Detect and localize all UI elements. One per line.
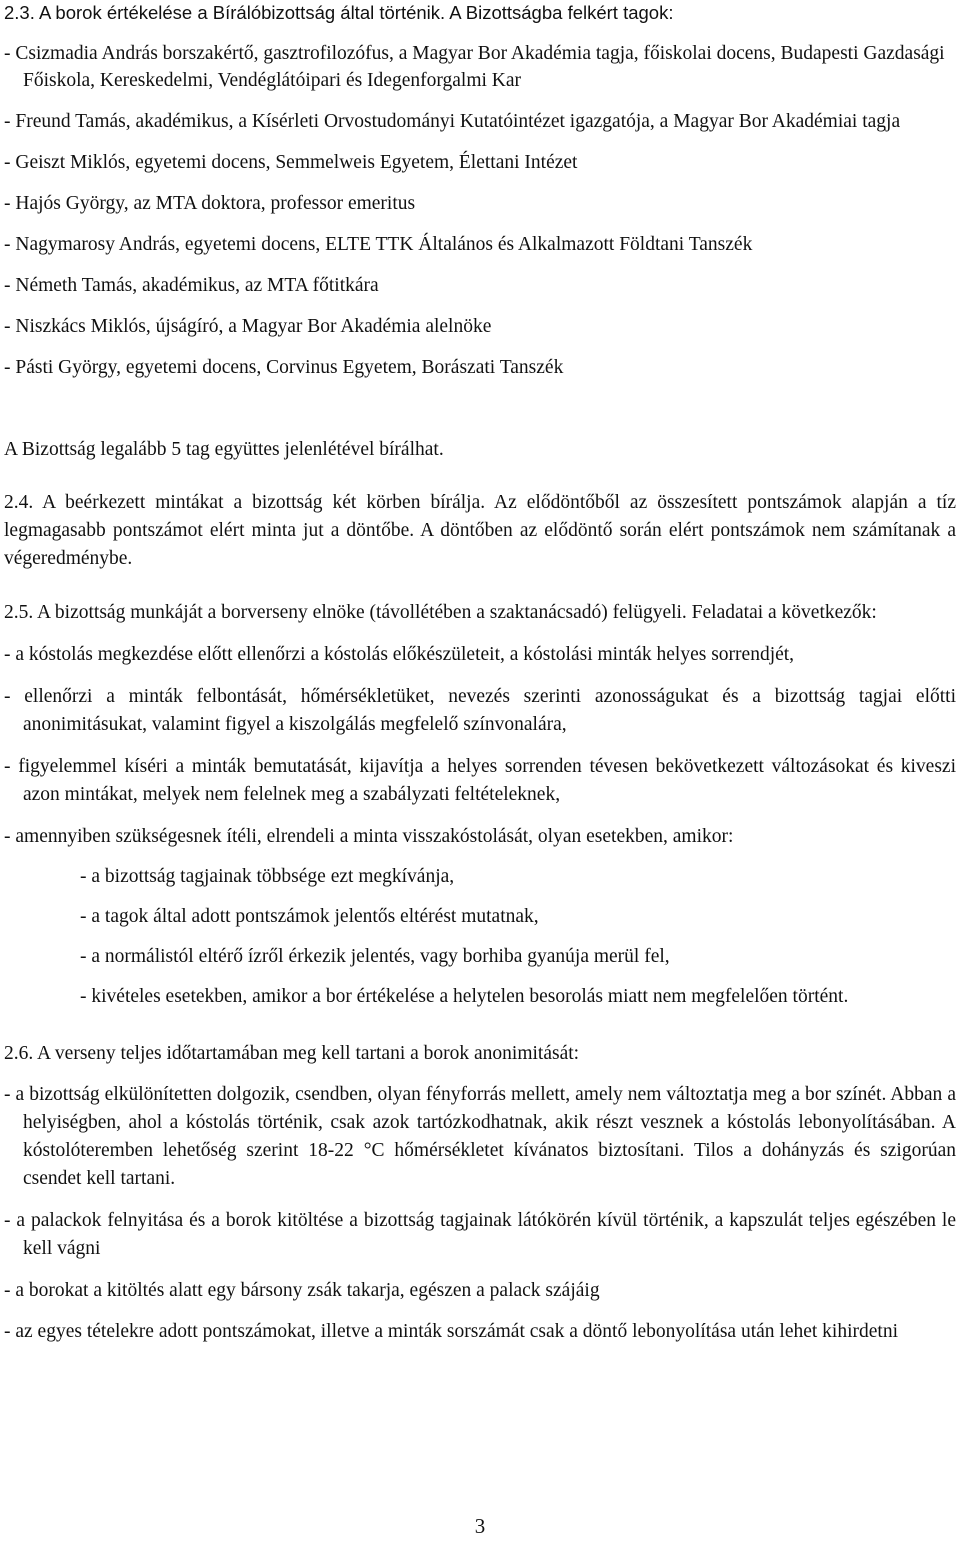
committee-member: - Hajós György, az MTA doktora, professor emeritus	[4, 193, 416, 214]
section-2-6-intro: 2.6. A verseny teljes időtartamában meg kell tartani a borok anonimitását:	[4, 1043, 580, 1064]
document-page	[4, 0, 956, 1346]
anonymity-rule: - a palackok felnyitása és a borok kitöltése a bizottság tagjainak látókörén kívül történik, a kapszulát teljes egészében le kell vágni	[4, 1210, 956, 1259]
supervisor-duties-list	[4, 641, 956, 850]
duty-item: - a kóstolás megkezdése előtt ellenőrzi a kóstolás előkészületeit, a kóstolási minták helyes sorrendjét,	[4, 644, 795, 665]
anonymity-rules-list	[4, 1081, 956, 1346]
committee-member: - Niszkács Miklós, újságíró, a Magyar Bor Akadémia alelnöke	[4, 316, 492, 337]
committee-member: - Geiszt Miklós, egyetemi docens, Semmelweis Egyetem, Élettani Intézet	[4, 152, 578, 173]
retasting-condition: - a normálistól eltérő ízről érkezik jelentés, vagy borhiba gyanúja merül fel,	[80, 946, 670, 967]
section-2-4-paragraph: 2.4. A beérkezett mintákat a bizottság két körben bírálja. Az elődöntőből az összesített pontszámok alapján a tíz legmagasabb pontszámot elért minta jut a döntőbe. A döntőben az elődöntő során elért pontszámok nem számítanak a végeredménybe.	[4, 492, 956, 569]
duty-item: - ellenőrzi a minták felbontását, hőmérsékletüket, nevezés szerinti azonosságukat és a bizottság tagjai előtti anonimitásukat, valamint figyel a kiszolgálás megfelelő színvonalára,	[4, 686, 956, 735]
retasting-conditions-list	[4, 863, 956, 1010]
duty-item: - figyelemmel kíséri a minták bemutatását, kijavítja a helyes sorrenden tévesen bekövetkezett változásokat és kiveszi azon mintákat, melyek nem felelnek meg a szabályzati feltételeknek,	[4, 756, 956, 805]
committee-member: - Nagymarosy András, egyetemi docens, ELTE TTK Általános és Alkalmazott Földtani Tanszék	[4, 234, 753, 255]
section-2-5-intro: 2.5. A bizottság munkáját a borverseny elnöke (távollétében a szaktanácsadó) felügyeli. Feladatai a következők:	[4, 602, 877, 623]
page-number: 3	[474, 1514, 486, 1538]
quorum-statement: A Bizottság legalább 5 tag együttes jelenlétével bírálhat.	[4, 439, 444, 460]
duty-item: - amennyiben szükségesnek ítéli, elrendeli a minta visszakóstolását, olyan esetekben, amikor:	[4, 826, 734, 847]
retasting-condition: - kivételes esetekben, amikor a bor értékelése a helytelen besorolás miatt nem megfelelően történt.	[80, 986, 849, 1007]
anonymity-rule: - a borokat a kitöltés alatt egy bársony zsák takarja, egészen a palack szájáig	[4, 1280, 600, 1301]
retasting-condition: - a bizottság tagjainak többsége ezt megkívánja,	[80, 866, 455, 887]
anonymity-rule: - a bizottság elkülönítetten dolgozik, csendben, olyan fényforrás mellett, amely nem változtatja meg a bor színét. Abban a helyiségben, ahol a kóstolás történik, csak azok tartózkodhatnak, akik részt vesznek a kóstolás lebonyolításában. A kóstolóteremben lehetőség szerint 18-22 °C hőmérsékletet kívánatos biztosítani. Tilos a dohányzás és szigorúan csendet kell tartani.	[4, 1084, 956, 1189]
retasting-condition: - a tagok által adott pontszámok jelentős eltérést mutatnak,	[80, 906, 539, 927]
committee-member: - Freund Tamás, akadémikus, a Kísérleti Orvostudományi Kutatóintézet igazgatója, a Magyar Bor Akadémiai tagja	[4, 111, 901, 132]
section-2-3-heading: 2.3. A borok értékelése a Bírálóbizottság által történik. A Bizottságba felkért tagok:	[4, 2, 674, 23]
anonymity-rule: - az egyes tételekre adott pontszámokat, illetve a minták sorszámát csak a döntő lebonyolítása után lehet kihirdetni	[4, 1321, 898, 1342]
committee-member-list	[4, 40, 956, 381]
committee-member: - Csizmadia András borszakértő, gasztrofilozófus, a Magyar Bor Akadémia tagja, főiskolai docens, Budapesti Gazdasági Főiskola, Kereskedelmi, Vendéglátóipari és Idegenforgalmi Kar	[4, 43, 945, 91]
committee-member: - Németh Tamás, akadémikus, az MTA főtitkára	[4, 275, 379, 296]
committee-member: - Pásti György, egyetemi docens, Corvinus Egyetem, Borászati Tanszék	[4, 357, 564, 378]
